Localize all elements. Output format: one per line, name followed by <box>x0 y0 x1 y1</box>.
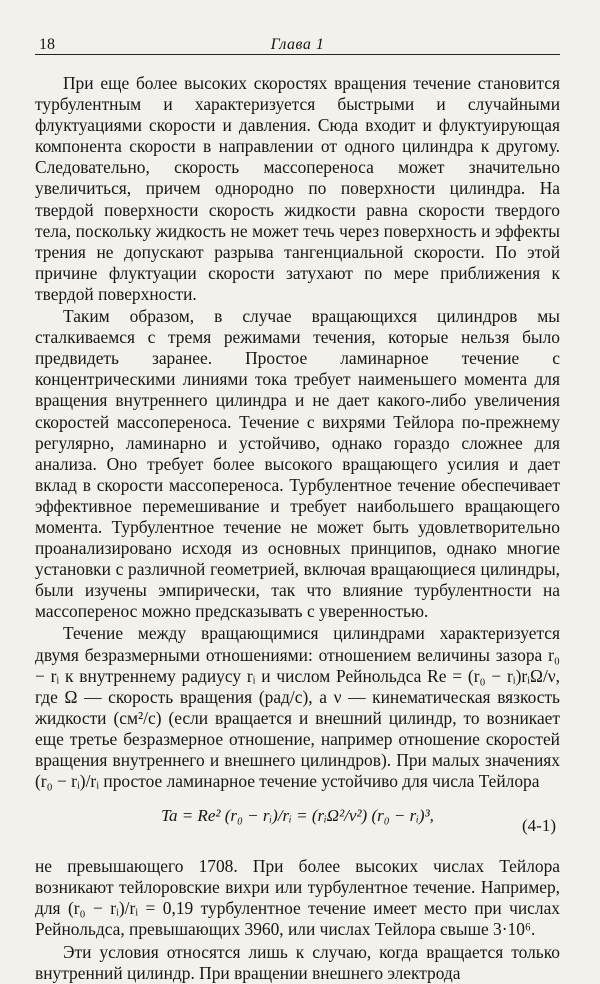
paragraph-4: не превышающего 1708. При более высоких числах Тейлора возникают тейлоровские вихри или турбулентное течение. Например, для (r₀ − rᵢ)/rᵢ = 0,19 турбулентное течение имеет место при числах Рейнольдса, превышающих 3960, или числах Тейлора свыше 3·10⁶. <box>35 856 560 940</box>
running-head <box>35 28 560 55</box>
page-number: 18 <box>39 36 55 53</box>
paragraph-2: Таким образом, в случае вращающихся цилиндров мы сталкиваемся с тремя режимами течения, которые нельзя было предвидеть заранее. Простое ламинарное течение с концентрическими линиями тока требует наименьшего момента для вращения внутреннего цилиндра и не дает какого-либо увеличения скоростей массопереноса. Течение с вихрями Тейлора по-прежнему регулярно, ламинарно и устойчиво, однако гораздо сложнее для анализа. Оно требует более высокого вращающего усилия и дает вклад в скорости массопереноса. Турбулентное течение обеспечивает эффективное перемешивание и требует наибольшего вращающего момента. Турбулентное течение не может быть удовлетворительно проанализировано исходя из основных принципов, однако многие установки с различной геометрией, включая вращающиеся цилиндры, были изучены эмпирически, так что влияние турбулентности на массоперенос можно предсказывать с уверенностью. <box>35 306 560 622</box>
paragraph-1: При еще более высоких скоростях вращения течение становится турбулентным и характеризуется быстрыми и случайными флуктуациями скорости и давления. Сюда входит и флуктуирующая компонента скорости в направлении от одного цилиндра к другому. Следовательно, скорость массопереноса может значительно увеличиться, причем однородно по поверхности цилиндра. На твердой поверхности скорость жидкости равна скорости твердого тела, поскольку жидкость не может течь через поверхность и эффекты трения не допускают разрыва тангенциальной скорости. По этой причине флуктуации скорости затухают по мере приближения к твердой поверхности. <box>35 73 560 304</box>
equation-body: Ta = Re² (r₀ − rᵢ)/rᵢ = (rᵢΩ²/ν²) (r₀ − rᵢ)³, <box>161 806 434 826</box>
paragraph-5: Эти условия относятся лишь к случаю, когда вращается только внутренний цилиндр. При вращении внешнего электрода <box>35 941 560 983</box>
paragraph-3: Течение между вращающимися цилиндрами характеризуется двумя безразмерными отношениями: отношением величины зазора r₀ − rᵢ к внутреннему радиусу rᵢ и числом Рейнольдса Re = (r₀ − rᵢ)rᵢΩ/ν, где Ω — скорость вращения (рад/с), а ν — кинематическая вязкость жидкости (см²/с) (если вращается и внешний цилиндр, то возникает еще третье безразмерное отношение, например отношение скоростей вращения внутреннего и внешнего цилиндров). При малых значениях (r₀ − rᵢ)/rᵢ простое ламинарное течение устойчиво для числа Тейлора <box>35 623 560 792</box>
chapter-title: Глава 1 <box>270 36 325 53</box>
equation-number: (4-1) <box>522 816 556 836</box>
body-text <box>35 73 560 984</box>
equation-4-1 <box>35 794 560 852</box>
